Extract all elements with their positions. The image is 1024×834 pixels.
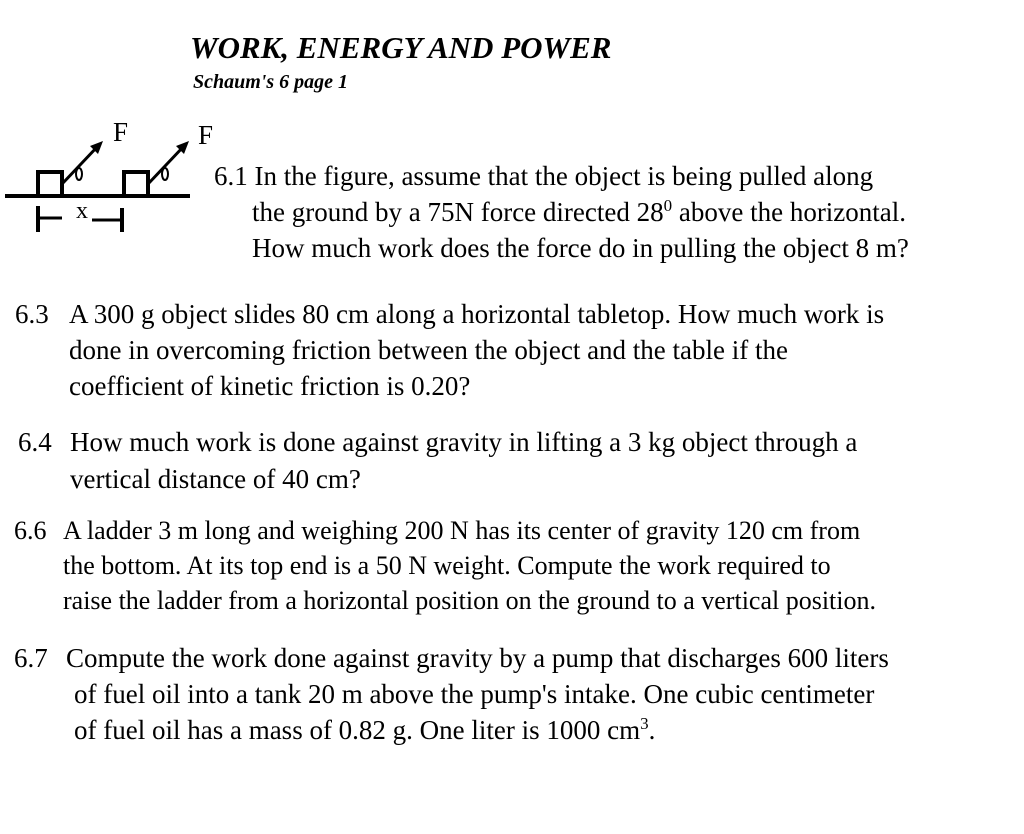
- problem-number: 6.6: [14, 516, 47, 545]
- problem-number: 6.4: [18, 427, 52, 457]
- problem-line: A 300 g object slides 80 cm along a horizontal tabletop. How much work is: [69, 299, 885, 329]
- problem-line: of fuel oil into a tank 20 m above the pump's intake. One cubic centimeter: [74, 679, 875, 709]
- problem-line: done in overcoming friction between the object and the table if the: [69, 335, 788, 365]
- page-subtitle: Schaum's 6 page 1: [193, 71, 349, 93]
- problem-line: How much work is done against gravity in lifting a 3 kg object through a: [70, 427, 858, 457]
- angle-mark-2: [162, 168, 168, 180]
- problem-line: coefficient of kinetic friction is 0.20?: [69, 371, 471, 401]
- problem-line: How much work does the force do in pulling the object 8 m?: [252, 233, 909, 263]
- problem-number: 6.1: [214, 161, 248, 191]
- problem-6-1: [214, 158, 909, 266]
- degree-superscript: 0: [663, 196, 673, 215]
- distance-label: x: [76, 198, 88, 224]
- problem-6-4: [18, 424, 857, 498]
- problem-6-6: [14, 513, 876, 618]
- force-label-2: F: [198, 120, 214, 150]
- problem-number: 6.3: [15, 299, 49, 329]
- problem-line: the ground by a 75N force directed $28^0$ above the horizontal.: [252, 196, 907, 227]
- problem-number: 6.7: [14, 643, 48, 673]
- force-diagram: [0, 110, 200, 240]
- force-label-1: F: [113, 117, 129, 147]
- problem-line: raise the ladder from a horizontal position on the ground to a vertical position.: [63, 586, 877, 615]
- page-title: WORK, ENERGY AND POWER: [190, 30, 612, 65]
- problem-line: of fuel oil has a mass of 0.82 g. One liter is 1000 $cm^3$.: [74, 714, 656, 745]
- block-final: [124, 172, 148, 196]
- problem-line: the bottom. At its top end is a 50 N weight. Compute the work required to: [63, 551, 831, 580]
- problem-6-3: [15, 296, 884, 404]
- block-initial: [38, 172, 62, 196]
- angle-mark-1: [76, 168, 82, 180]
- problem-6-7: [14, 640, 889, 748]
- problem-line: Compute the work done against gravity by a pump that discharges 600 liters: [66, 643, 889, 673]
- problem-line: A ladder 3 m long and weighing 200 N has its center of gravity 120 cm from: [63, 516, 861, 545]
- problem-line: 6.1 In the figure, assume that the object is being pulled along: [214, 161, 874, 191]
- cubic-superscript: 3: [640, 714, 649, 733]
- problem-line: vertical distance of 40 cm?: [70, 464, 361, 494]
